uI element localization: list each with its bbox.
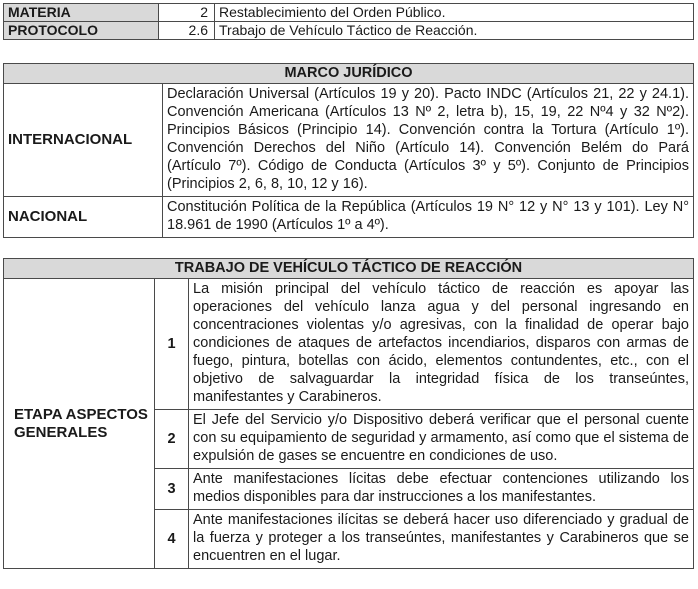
trabajo-title: TRABAJO DE VEHÍCULO TÁCTICO DE REACCIÓN — [4, 259, 694, 279]
trabajo-vehiculo-table — [3, 258, 694, 569]
protocolo-number: 2.6 — [159, 22, 215, 40]
protocol-header-table — [3, 3, 694, 40]
internacional-text: Declaración Universal (Artículos 19 y 20). Pacto INDC (Artículos 21, 22 y 24.1). Convención Americana (Artículos 13 Nº 2, letra b), 15, 19, 22 Nº4 y 32 Nº2). Principios Básicos (Principio 14). Convención contra la Tortura (Artículo 1º). Convención Derechos del Niño (Artículo 14). Convención Belém do Pará (Artículo 7º). Código de Conducta (Artículos 3º y 5º). Conjunto de Principios (Principios 2, 6, 8, 10, 12 y 16). — [163, 84, 694, 197]
internacional-label: INTERNACIONAL — [4, 84, 163, 197]
nacional-label: NACIONAL — [4, 197, 163, 238]
table-row — [4, 259, 694, 279]
materia-value: Restablecimiento del Orden Público. — [215, 4, 694, 22]
etapa-aspectos-generales-label: ETAPA ASPECTOS GENERALES — [4, 279, 155, 569]
table-row — [4, 64, 694, 84]
marco-juridico-title: MARCO JURÍDICO — [4, 64, 694, 84]
marco-juridico-table — [3, 63, 694, 238]
materia-label: MATERIA — [4, 4, 159, 22]
table-row — [4, 22, 694, 40]
table-row — [4, 4, 694, 22]
item-text: Ante manifestaciones ilícitas se deberá hacer uso diferenciado y gradual de la fuerza y proteger a los transeúntes, manifestantes y Carabineros que se encuentren en el lugar. — [189, 510, 694, 569]
table-row — [4, 197, 694, 238]
protocolo-label: PROTOCOLO — [4, 22, 159, 40]
item-number: 4 — [155, 510, 189, 569]
materia-number: 2 — [159, 4, 215, 22]
item-number: 3 — [155, 469, 189, 510]
item-text: El Jefe del Servicio y/o Dispositivo deberá verificar que el personal cuente con su equipamiento de seguridad y armamento, así como que el sistema de expulsión de gases se encuentre en condiciones de uso. — [189, 410, 694, 469]
protocolo-value: Trabajo de Vehículo Táctico de Reacción. — [215, 22, 694, 40]
table-row — [4, 84, 694, 197]
nacional-text: Constitución Política de la República (Artículos 19 N° 12 y N° 13 y 101). Ley N° 18.961 de 1990 (Artículos 1º a 4º). — [163, 197, 694, 238]
table-row — [4, 279, 694, 410]
item-text: Ante manifestaciones lícitas debe efectuar contenciones utilizando los medios disponibles para dar instrucciones a los manifestantes. — [189, 469, 694, 510]
item-text: La misión principal del vehículo táctico de reacción es apoyar las operaciones del vehículo lanza agua y del personal ingresando en concentraciones violentas y/o agresivas, con la finalidad de operar bajo condiciones de ataques de artefactos incendiarios, disparos con armas de fuego, pintura, botellas con ácido, elementos contundentes, etc., con el objetivo de salvaguardar la integridad física de los transeúntes, manifestantes y Carabineros. — [189, 279, 694, 410]
item-number: 2 — [155, 410, 189, 469]
item-number: 1 — [155, 279, 189, 410]
